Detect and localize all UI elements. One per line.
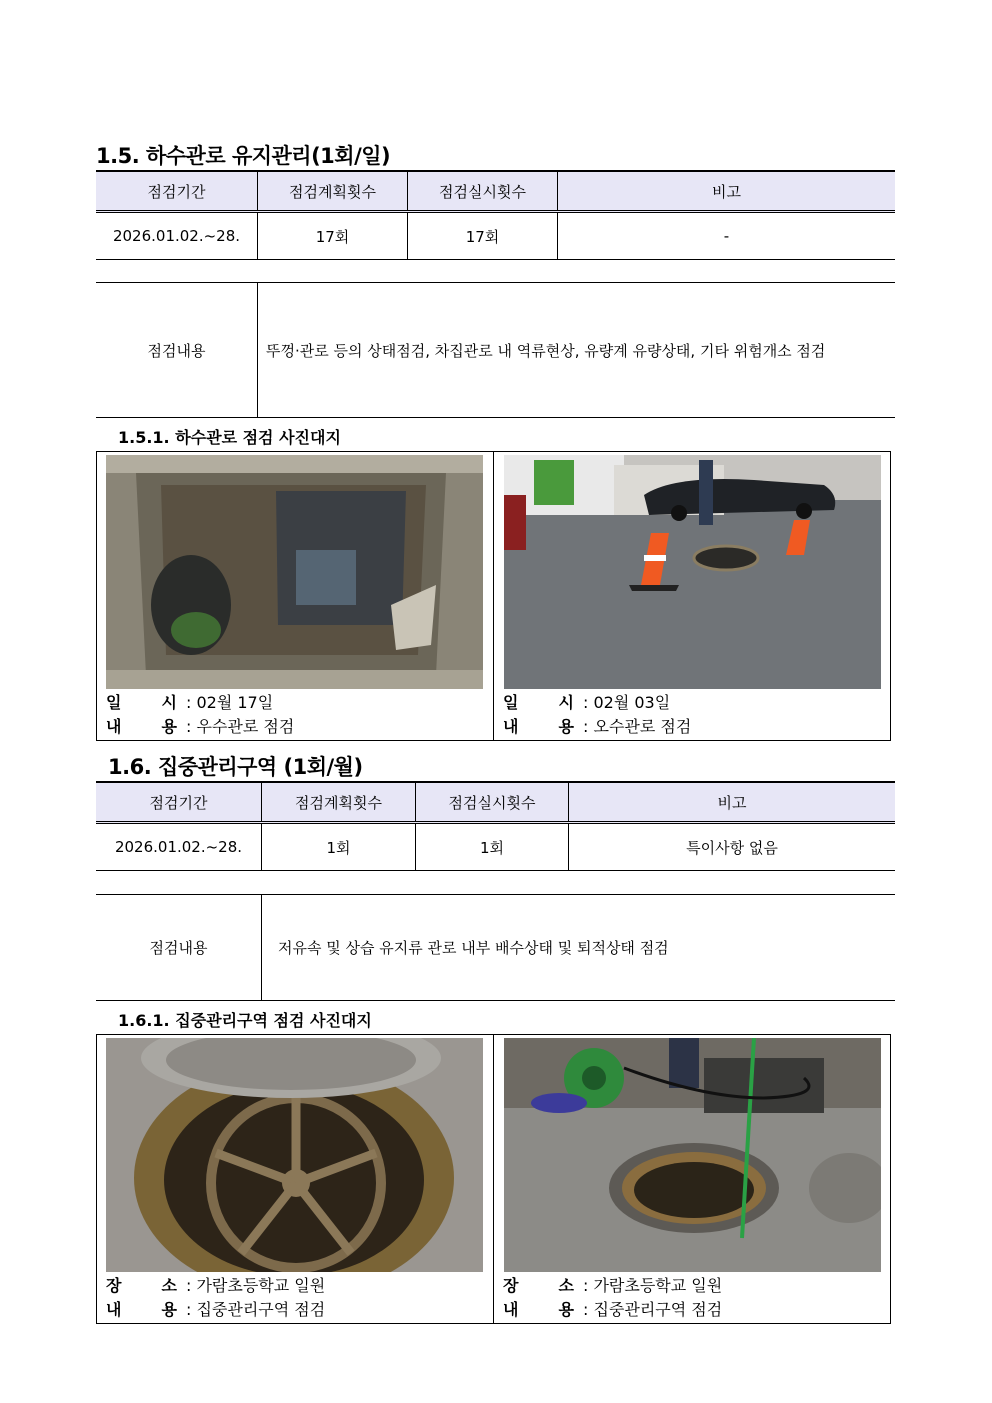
caption-label-date-2: 시	[161, 693, 177, 712]
section-1-6-1-title: 1.6.1. 집중관리구역 점검 사진대지	[118, 1011, 372, 1030]
col-header-remarks: 비고	[569, 782, 896, 823]
content-text: 저유속 및 상습 유지류 관로 내부 배수상태 및 퇴적상태 점검	[278, 939, 669, 957]
cell-performed: 1회	[416, 823, 569, 871]
section-1-5-summary-table	[96, 170, 895, 260]
caption-place-value: : 가람초등학교 일원	[583, 1276, 723, 1295]
photo-cell-right	[493, 1035, 891, 1323]
col-header-performed: 점검실시횟수	[416, 782, 569, 823]
cell-period: 2026.01.02.~28.	[96, 823, 262, 871]
section-1-5-title: 1.5. 하수관로 유지관리(1회/일)	[96, 144, 391, 168]
caption-right	[503, 691, 691, 739]
caption-label-place-2: 소	[161, 1276, 177, 1295]
open-manhole-grate-photo	[106, 1038, 483, 1272]
col-header-period: 점검기간	[96, 171, 258, 212]
section-1-5-content-box	[96, 282, 895, 418]
manhole-pit-photo	[106, 455, 483, 689]
caption-content-value: : 집중관리구역 점검	[186, 1300, 326, 1319]
section-1-5-photo-table	[96, 451, 891, 741]
section-1-5-1-title: 1.5.1. 하수관로 점검 사진대지	[118, 428, 341, 447]
col-header-planned: 점검계획횟수	[262, 782, 416, 823]
col-header-planned: 점검계획횟수	[258, 171, 408, 212]
caption-label-place-1: 장	[106, 1276, 122, 1295]
cell-planned: 17회	[258, 212, 408, 260]
photo-cell-right	[493, 452, 891, 740]
section-1-6-photo-table	[96, 1034, 891, 1324]
photo-cell-left	[97, 1035, 493, 1323]
caption-label-date-2: 시	[558, 693, 574, 712]
cell-period: 2026.01.02.~28.	[96, 212, 258, 260]
col-header-period: 점검기간	[96, 782, 262, 823]
caption-left	[106, 1274, 325, 1322]
content-label: 점검내용	[96, 283, 258, 417]
caption-content-value: : 집중관리구역 점검	[583, 1300, 723, 1319]
section-1-6-content-box	[96, 894, 895, 1001]
caption-label-place-2: 소	[558, 1276, 574, 1295]
col-header-performed: 점검실시횟수	[408, 171, 558, 212]
cell-performed: 17회	[408, 212, 558, 260]
caption-content-value: : 오수관로 점검	[583, 717, 692, 736]
caption-label-content-1: 내	[106, 717, 122, 736]
caption-label-content-2: 용	[558, 1300, 574, 1319]
hose-in-manhole-photo	[504, 1038, 881, 1272]
caption-label-content-2: 용	[161, 1300, 177, 1319]
content-label: 점검내용	[96, 895, 262, 1000]
caption-date-value: : 02월 03일	[583, 693, 671, 712]
cell-remarks: 특이사항 없음	[686, 838, 778, 857]
photo-cell-left	[97, 452, 493, 740]
section-1-6-title: 1.6. 집중관리구역 (1회/월)	[108, 755, 363, 779]
caption-label-date-1: 일	[503, 693, 519, 712]
caption-right	[503, 1274, 722, 1322]
caption-label-content-2: 용	[558, 717, 574, 736]
cell-planned: 1회	[262, 823, 416, 871]
caption-label-date-1: 일	[106, 693, 122, 712]
street-manhole-photo	[504, 455, 881, 689]
caption-label-content-1: 내	[503, 1300, 519, 1319]
caption-label-content-1: 내	[106, 1300, 122, 1319]
caption-label-content-2: 용	[161, 717, 177, 736]
col-header-remarks: 비고	[558, 171, 896, 212]
content-text: 뚜껑·관로 등의 상태점검, 차집관로 내 역류현상, 유량계 유량상태, 기타 위험개소 점검	[266, 341, 826, 360]
cell-remarks: -	[723, 227, 730, 245]
section-1-6-summary-table	[96, 781, 895, 871]
caption-label-content-1: 내	[503, 717, 519, 736]
caption-left	[106, 691, 294, 739]
caption-label-place-1: 장	[503, 1276, 519, 1295]
caption-content-value: : 우수관로 점검	[186, 717, 295, 736]
caption-date-value: : 02월 17일	[186, 693, 274, 712]
caption-place-value: : 가람초등학교 일원	[186, 1276, 326, 1295]
